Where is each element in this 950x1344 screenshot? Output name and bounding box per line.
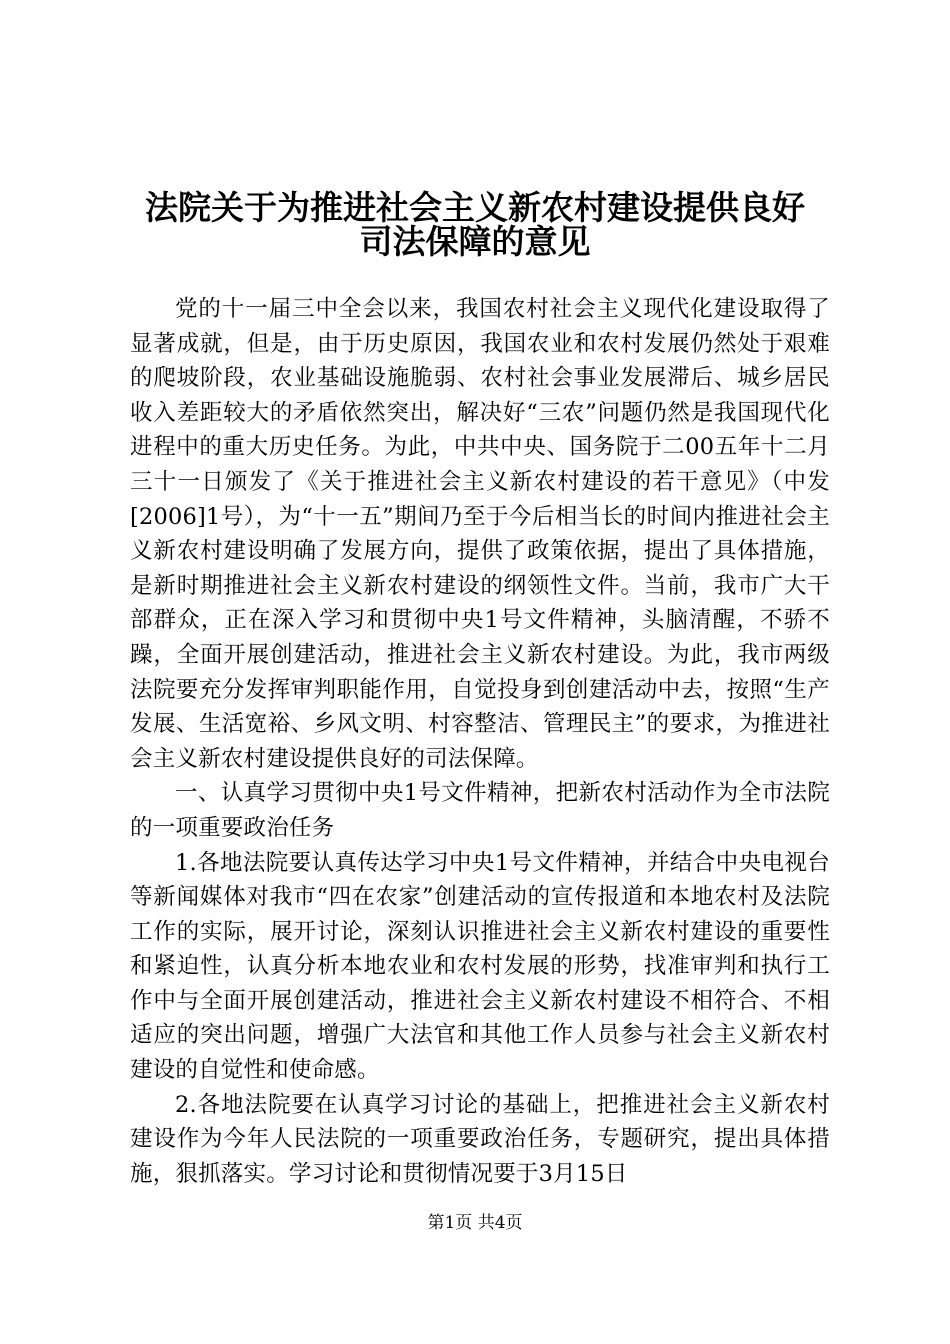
paragraph-item-2: 2.各地法院要在认真学习讨论的基础上，把推进社会主义新农村建设作为今年人民法院的一项重要政治任务，专题研究，提出具体措施，狠抓落实。学习讨论和贯彻情况要于3月15日 (130, 1091, 830, 1187)
document-body (130, 292, 830, 1191)
document-title-line-2: 司法保障的意见 (359, 222, 591, 261)
paragraph-intro: 党的十一届三中全会以来，我国农村社会主义现代化建设取得了显著成就，但是，由于历史原因，我国农业和农村发展仍然处于艰难的爬坡阶段，农业基础设施脆弱、农村社会事业发展滞后、城乡居民收入差距较大的矛盾依然突出，解决好“三农”问题仍然是我国现代化进程中的重大历史任务。为此，中共中央、国务院于二00五年十二月三十一日颁发了《关于推进社会主义新农村建设的若干意见》（中发[2006]1号），为“十一五”期间乃至于今后相当长的时间内推进社会主义新农村建设明确了发展方向，提供了政策依据，提出了具体措施，是新时期推进社会主义新农村建设的纲领性文件。当前，我市广大干部群众，正在深入学习和贯彻中央1号文件精神，头脑清醒，不骄不躁，全面开展创建活动，推进社会主义新农村建设。为此，我市两级法院要充分发挥审判职能作用，自觉投身到创建活动中去，按照“生产发展、生活宽裕、乡风文明、村容整洁、管理民主”的要求，为推进社会主义新农村建设提供良好的司法保障。 (130, 296, 830, 772)
page-footer: 第1页 共4页 (427, 1213, 523, 1233)
section-heading-1: 一、认真学习贯彻中央1号文件精神，把新农村活动作为全市法院的一项重要政治任务 (130, 780, 830, 841)
document-title-line-1: 法院关于为推进社会主义新农村建设提供良好 (145, 188, 805, 227)
paragraph-item-1: 1.各地法院要认真传达学习中央1号文件精神，并结合中央电视台等新闻媒体对我市“四在农家”创建活动的宣传报道和本地农村及法院工作的实际，展开讨论，深刻认识推进社会主义新农村建设的重要性和紧迫性，认真分析本地农业和农村发展的形势，找准审判和执行工作中与全面开展创建活动，推进社会主义新农村建设不相符合、不相适应的突出问题，增强广大法官和其他工作人员参与社会主义新农村建设的自觉性和使命感。 (130, 849, 830, 1084)
